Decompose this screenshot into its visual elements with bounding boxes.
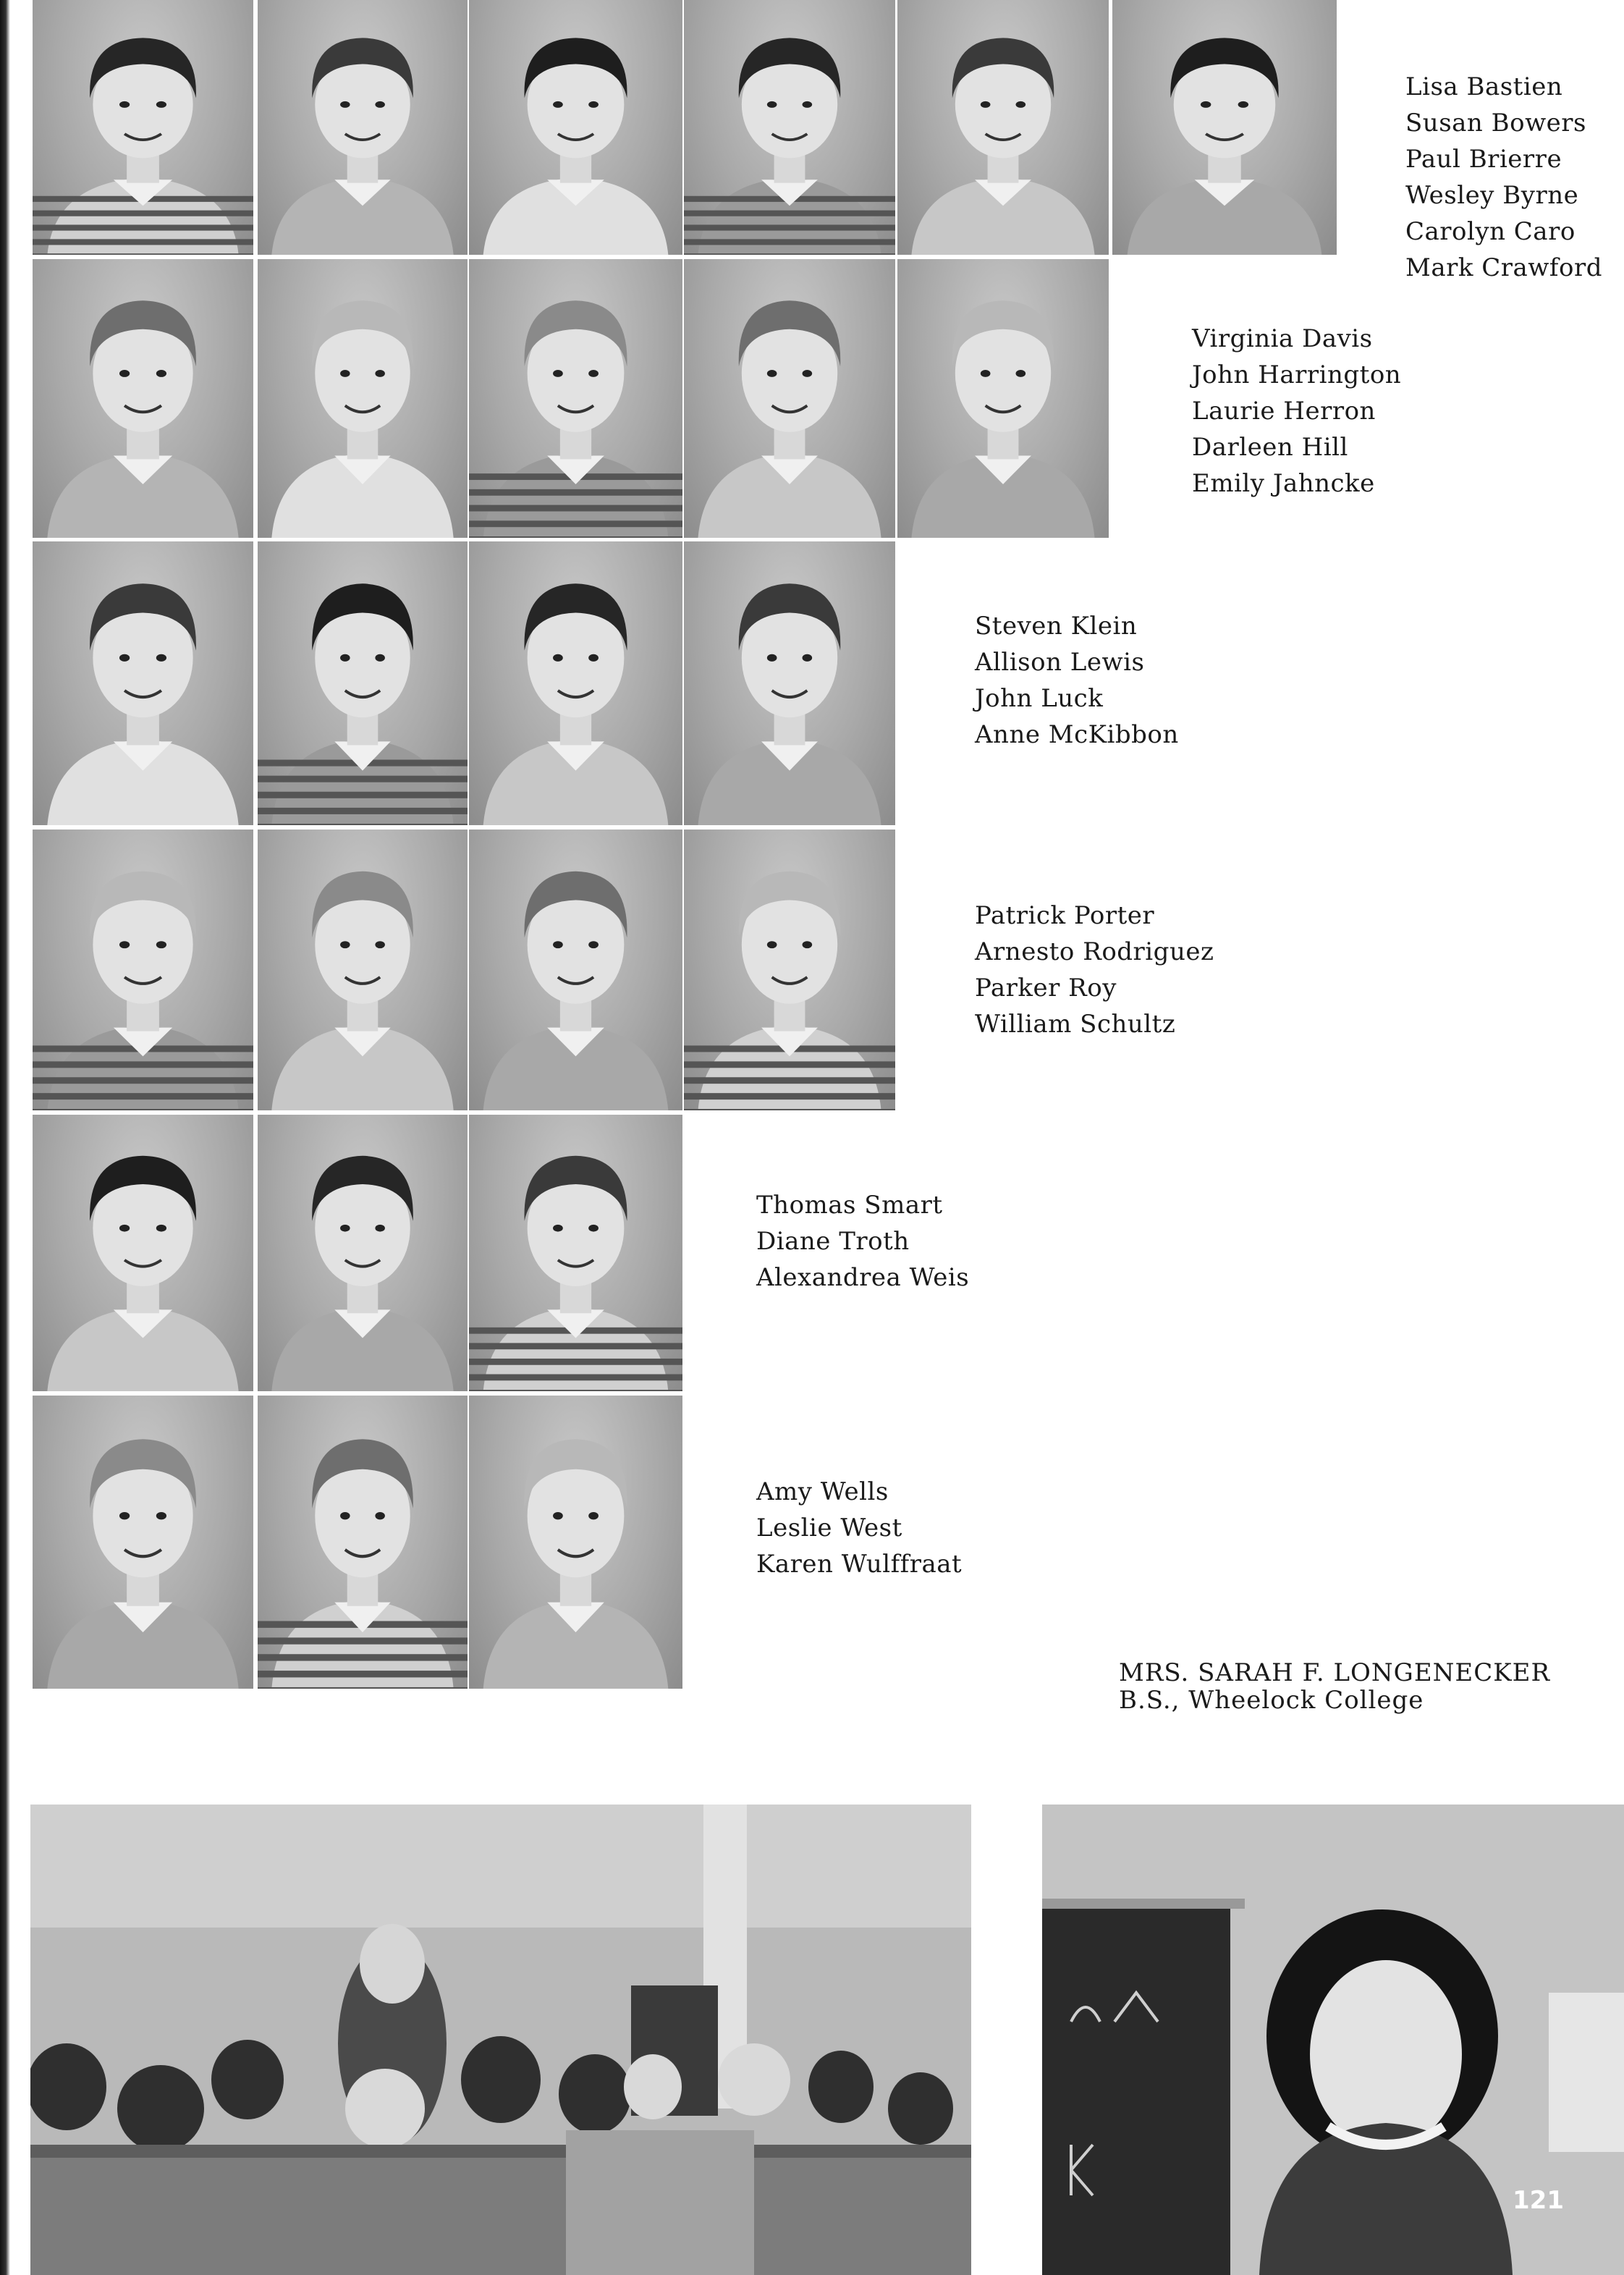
student-portrait bbox=[258, 541, 468, 825]
student-name: Virginia Davis bbox=[1192, 324, 1373, 353]
student-portrait bbox=[897, 259, 1109, 538]
student-portrait bbox=[469, 1396, 682, 1689]
student-name: Steven Klein bbox=[975, 612, 1138, 641]
student-portrait bbox=[469, 1115, 682, 1391]
student-name: Mark Crawford bbox=[1405, 253, 1602, 282]
classroom-photo bbox=[30, 1805, 971, 2275]
name-list-row-4 bbox=[975, 898, 1214, 1042]
page-edge bbox=[0, 0, 10, 2275]
student-name: Thomas Smart bbox=[756, 1191, 943, 1220]
student-name: Diane Troth bbox=[756, 1227, 910, 1256]
student-name: Darleen Hill bbox=[1192, 433, 1348, 462]
student-name: John Harrington bbox=[1192, 360, 1402, 389]
student-name: Paul Brierre bbox=[1405, 145, 1562, 174]
student-portrait bbox=[33, 830, 253, 1110]
name-list-row-5 bbox=[756, 1187, 969, 1296]
student-portrait bbox=[33, 259, 253, 538]
student-portrait bbox=[1112, 0, 1337, 255]
student-portrait bbox=[684, 0, 895, 255]
student-portrait bbox=[33, 541, 253, 825]
student-name: Leslie West bbox=[756, 1514, 902, 1542]
student-portrait bbox=[469, 0, 682, 255]
student-portrait bbox=[258, 830, 468, 1110]
student-name: Arnesto Rodriguez bbox=[975, 937, 1214, 966]
teacher-degree: B.S., Wheelock College bbox=[1119, 1686, 1424, 1715]
student-name: Laurie Herron bbox=[1192, 397, 1376, 426]
student-portrait bbox=[684, 541, 895, 825]
student-name: William Schultz bbox=[975, 1010, 1176, 1039]
teacher-name: MRS. SARAH F. LONGENECKER bbox=[1119, 1658, 1551, 1687]
student-portrait bbox=[258, 1115, 468, 1391]
student-portrait bbox=[469, 830, 682, 1110]
name-list-row-1 bbox=[1405, 69, 1602, 286]
student-name: Patrick Porter bbox=[975, 901, 1155, 930]
student-portrait bbox=[258, 1396, 468, 1689]
name-list-row-2 bbox=[1192, 321, 1401, 502]
student-portrait bbox=[469, 259, 682, 538]
page-number: 121 bbox=[1513, 2186, 1564, 2215]
student-name: Susan Bowers bbox=[1405, 109, 1586, 138]
student-name: Emily Jahncke bbox=[1192, 469, 1375, 498]
student-name: Karen Wulffraat bbox=[756, 1550, 963, 1579]
student-portrait bbox=[258, 0, 468, 255]
student-name: John Luck bbox=[975, 684, 1104, 713]
student-name: Anne McKibbon bbox=[975, 720, 1179, 749]
student-portrait bbox=[684, 830, 895, 1110]
student-portrait bbox=[258, 259, 468, 538]
name-list-row-3 bbox=[975, 608, 1179, 753]
student-name: Parker Roy bbox=[975, 974, 1117, 1003]
student-portrait bbox=[897, 0, 1109, 255]
student-portrait bbox=[469, 541, 682, 825]
student-name: Amy Wells bbox=[756, 1477, 889, 1506]
teacher-caption bbox=[1119, 1659, 1550, 1714]
student-portrait bbox=[684, 259, 895, 538]
student-name: Carolyn Caro bbox=[1405, 217, 1576, 246]
student-name: Wesley Byrne bbox=[1405, 181, 1579, 210]
student-name: Lisa Bastien bbox=[1405, 72, 1563, 101]
student-name: Alexandrea Weis bbox=[756, 1263, 970, 1292]
student-portrait bbox=[33, 1115, 253, 1391]
name-list-row-6 bbox=[756, 1474, 962, 1582]
student-name: Allison Lewis bbox=[975, 648, 1145, 677]
student-portrait bbox=[33, 1396, 253, 1689]
student-portrait bbox=[33, 0, 253, 255]
